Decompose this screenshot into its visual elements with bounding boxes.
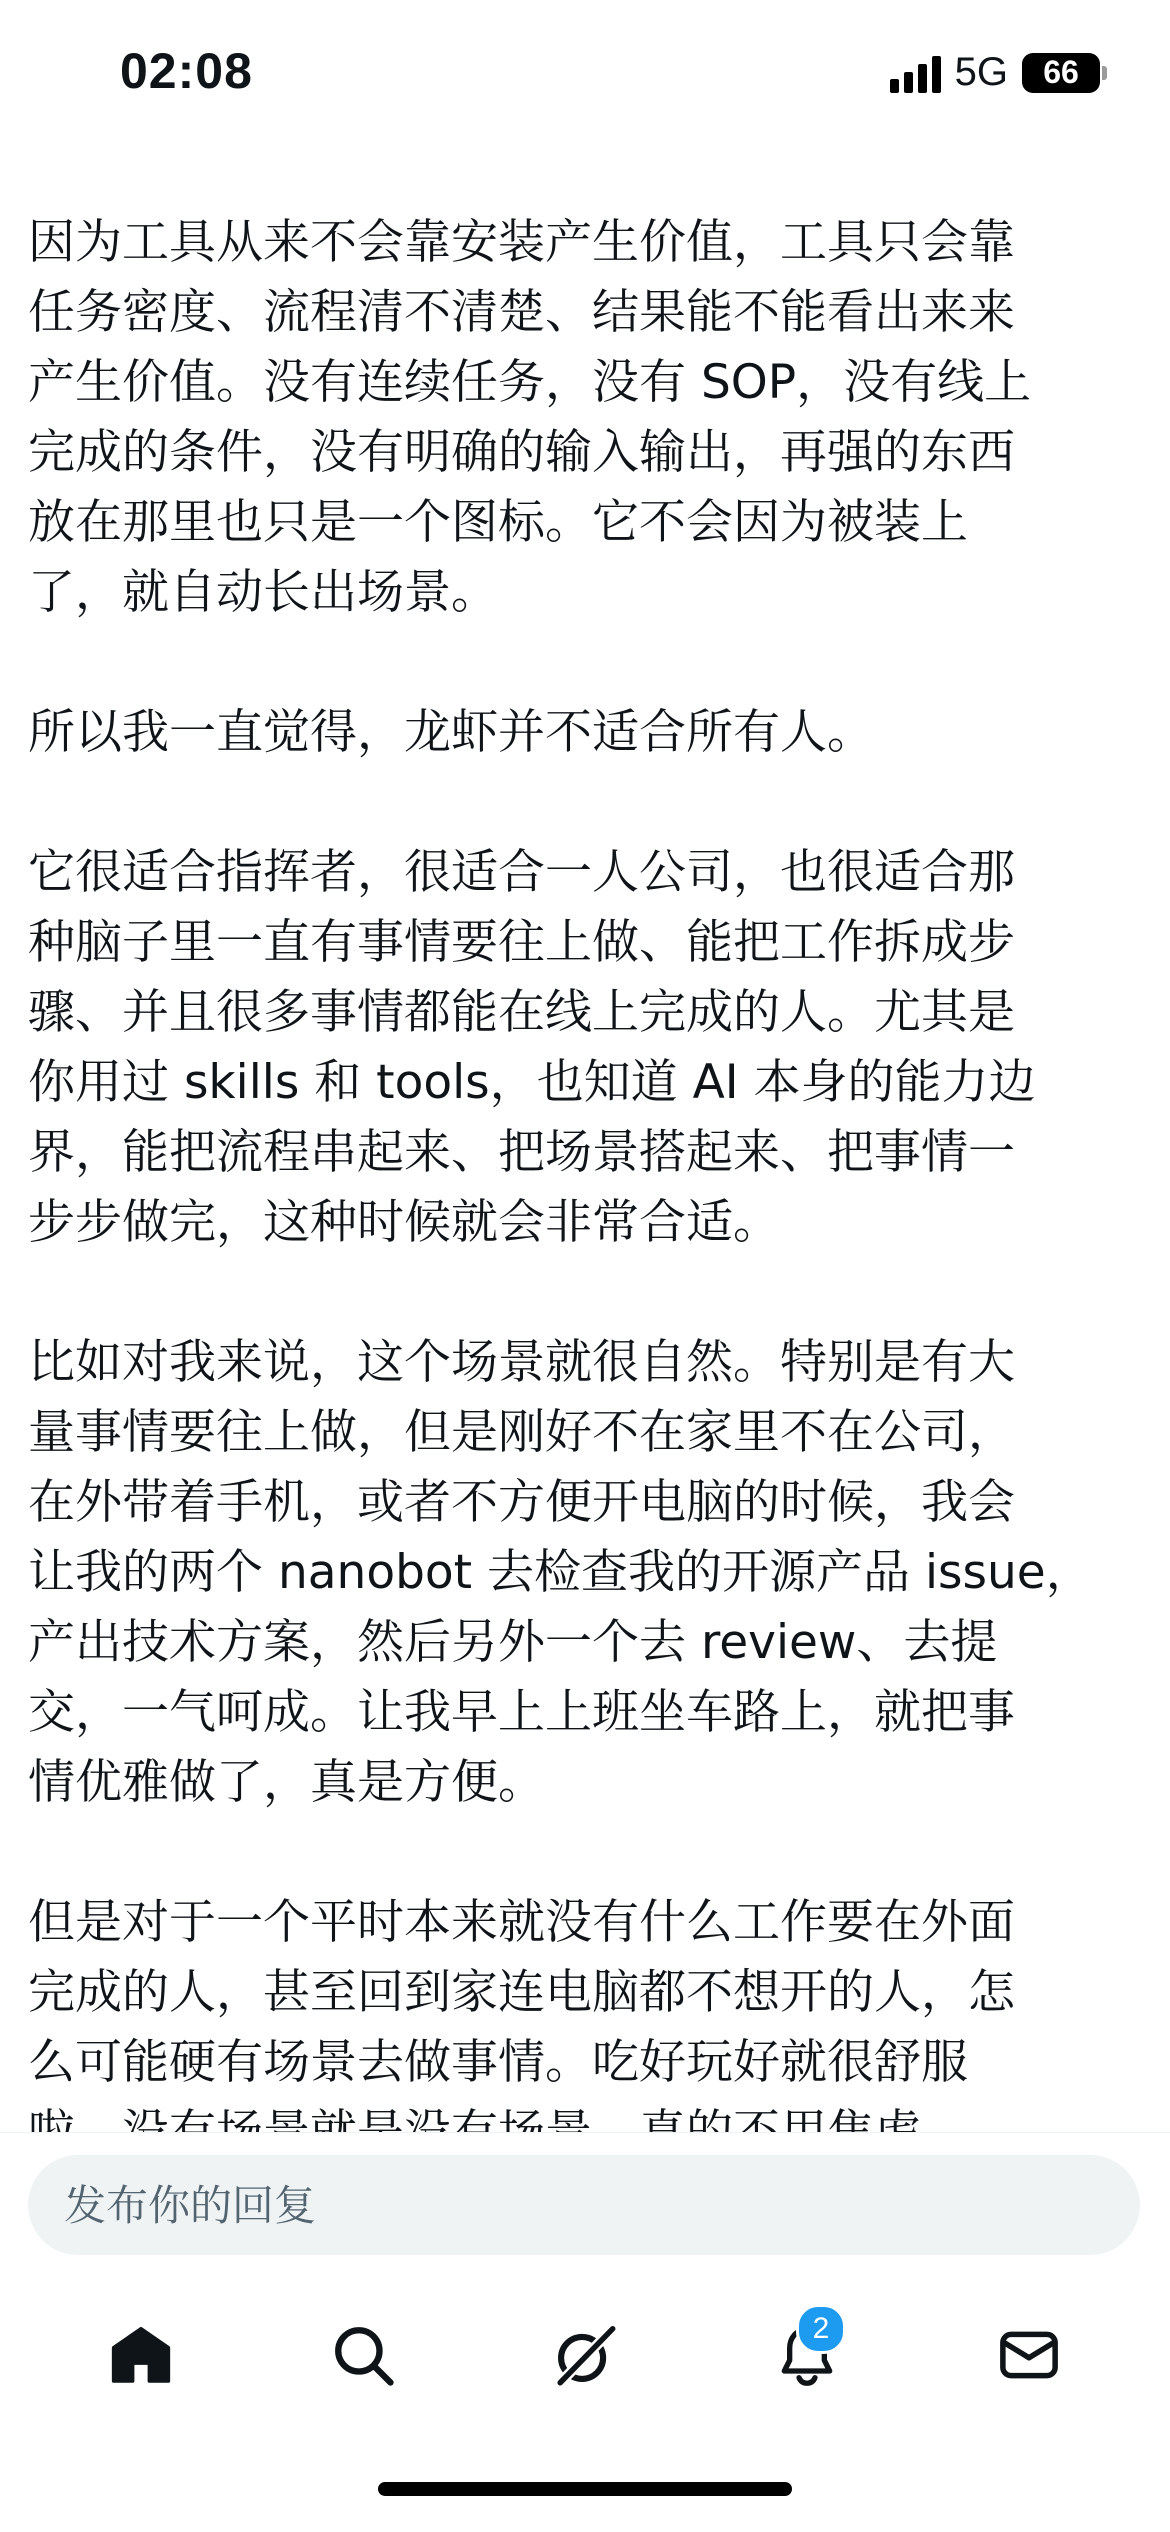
mail-icon — [996, 2322, 1062, 2388]
status-bar — [0, 0, 1170, 150]
battery-level: 66 — [1043, 54, 1079, 90]
paragraph: 所以我一直觉得，龙虾并不适合所有人。 — [28, 705, 874, 760]
nav-notifications[interactable] — [752, 2300, 862, 2410]
notification-badge: 2 — [796, 2304, 846, 2354]
network-type: 5G — [954, 50, 1008, 94]
paragraph: 因为工具从来不会靠安装产生价值，工具只会靠 任务密度、流程清不清楚、结果能不能看出来来 产生价值。没有连续任务，没有 SOP，没有线上 完成的条件，没有明确的输入输出，再强的东西 放在那里也只是一个图标。它不会因为被装上 了，就自动长出场景。 — [28, 215, 1032, 620]
post-body — [28, 208, 1143, 2132]
reply-bar — [0, 2132, 1170, 2253]
paragraph: 但是对于一个平时本来就没有什么工作要在外面 完成的人，甚至回到家连电脑都不想开的人，怎 么可能硬有场景去做事情。吃好玩好就很舒服 — [28, 1895, 1015, 2090]
search-icon — [330, 2322, 396, 2388]
nav-messages[interactable] — [974, 2300, 1084, 2410]
nav-grok[interactable] — [530, 2300, 640, 2410]
status-indicators — [890, 50, 1100, 95]
nav-search[interactable] — [308, 2300, 418, 2410]
nav-home[interactable] — [86, 2300, 196, 2410]
bottom-nav — [0, 2270, 1170, 2440]
home-icon — [108, 2322, 174, 2388]
reply-input[interactable] — [28, 2155, 1140, 2255]
battery-icon — [1022, 53, 1100, 93]
status-time: 02:08 — [120, 43, 253, 99]
paragraph: 它很适合指挥者，很适合一人公司，也很适合那 种脑子里一直有事情要往上做、能把工作拆成步 骤、并且很多事情都能在线上完成的人。尤其是 你用过 skills 和 tools，也知道 AI 本身的能力边 界，能把流程串起来、把场景搭起来、把事情一 步步做完，这种时候就会非常合适。 — [28, 845, 1036, 1250]
signal-icon — [890, 53, 941, 93]
paragraph: 比如对我来说，这个场景就很自然。特别是有大 量事情要往上做，但是刚好不在家里不在公司， 在外带着手机，或者不方便开电脑的时候，我会 让我的两个 nanobot 去检查我的开源产品 issue， 产出技术方案，然后另外一个去 review、去提 交，一气呵成。让我早上上班坐车路上，就把事 情优雅做了，真是方便。 — [28, 1335, 1093, 1810]
grok-icon — [550, 2320, 620, 2390]
home-indicator[interactable] — [378, 2482, 792, 2496]
